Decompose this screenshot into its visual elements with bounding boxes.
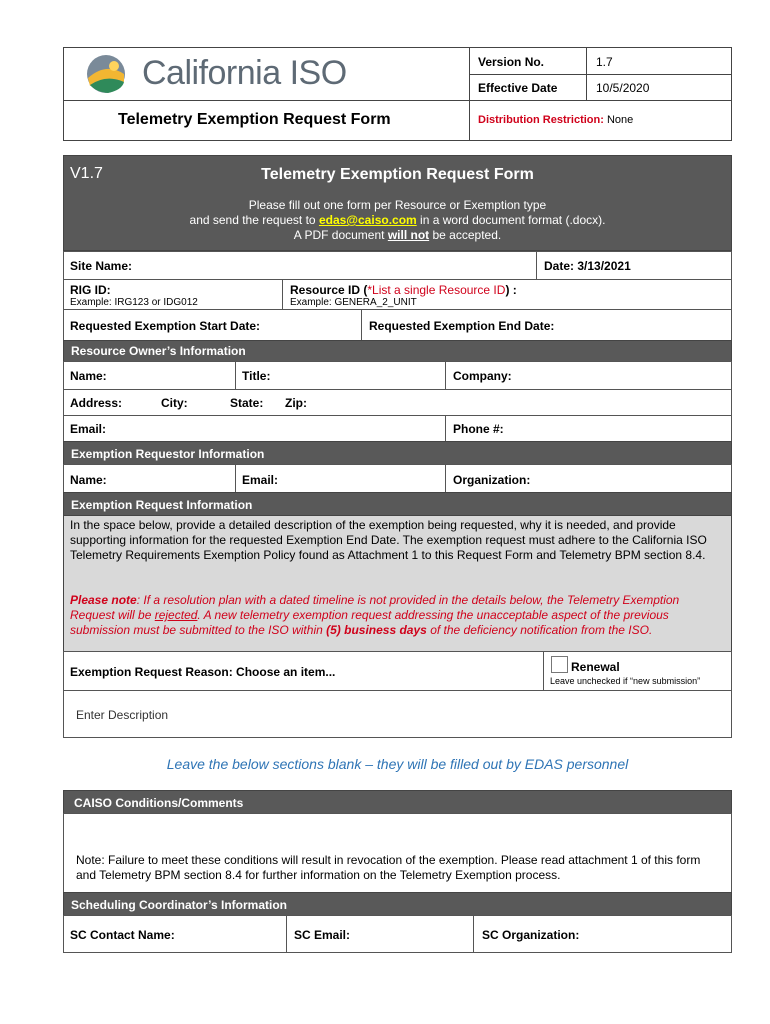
owner-company-label: Company: xyxy=(453,369,512,383)
requestor-section-title-text: Exemption Requestor Information xyxy=(71,447,265,461)
request-note-days: (5) business days xyxy=(326,623,427,637)
caiso-section-title xyxy=(63,790,732,814)
request-note xyxy=(70,593,725,638)
resource-id-note: *List a single Resource ID xyxy=(367,283,506,297)
sc-org-label: SC Organization: xyxy=(482,928,580,942)
end-date-label: Requested Exemption End Date: xyxy=(369,319,555,333)
renewal-checkbox[interactable] xyxy=(551,656,568,673)
caiso-section-title-text: CAISO Conditions/Comments xyxy=(74,796,244,810)
requestor-org-label: Organization: xyxy=(453,473,531,487)
reason-label: Exemption Request Reason: Choose an item... xyxy=(70,665,336,679)
sc-contact-label: SC Contact Name: xyxy=(70,928,175,942)
resource-id-label xyxy=(290,283,517,297)
version-label: Version No. xyxy=(478,55,545,69)
sc-section-title-text: Scheduling Coordinator’s Information xyxy=(71,898,287,912)
owner-section-title-text: Resource Owner’s Information xyxy=(71,344,246,358)
owner-name-label: Name: xyxy=(70,369,107,383)
banner-line3-post: be accepted. xyxy=(432,228,502,242)
renewal-label: Renewal xyxy=(571,660,620,674)
sc-email-label: SC Email: xyxy=(294,928,351,942)
request-section-title-text: Exemption Request Information xyxy=(71,498,253,512)
logo-text: California ISO xyxy=(142,54,347,92)
site-name-label: Site Name: xyxy=(70,259,133,273)
owner-city-label: City: xyxy=(161,396,188,410)
logo xyxy=(84,52,454,98)
edas-note: Leave the below sections blank – they will be filled out by EDAS personnel xyxy=(166,756,629,772)
distribution-label: Distribution Restriction: xyxy=(478,114,604,126)
requestor-email-label: Email: xyxy=(242,473,279,487)
requestor-name-label: Name: xyxy=(70,473,107,487)
requestor-section-title xyxy=(63,441,732,465)
request-note-rejected: rejected xyxy=(154,608,198,622)
banner-line3 xyxy=(63,228,732,242)
header-row-line2 xyxy=(469,100,732,101)
rig-id-label: RIG ID: xyxy=(70,283,111,297)
banner-title: Telemetry Exemption Request Form xyxy=(261,166,534,183)
rig-id-example: Example: IRG123 or IDG012 xyxy=(70,297,198,308)
banner-line3-em: will not xyxy=(387,228,430,242)
start-date-label: Requested Exemption Start Date: xyxy=(70,319,261,333)
distribution-value: None xyxy=(606,114,634,126)
owner-email-label: Email: xyxy=(70,422,107,436)
date-label: Date: xyxy=(544,259,575,273)
caiso-note: Note: Failure to meet these conditions will result in revocation of the exemption. Please read attachment 1 of this form and Telemetry BPM section 8.4 for further information on the Telemetry Exemption process. xyxy=(76,853,701,882)
effective-label: Effective Date xyxy=(478,81,558,95)
banner-line2-post: in a word document format (.docx). xyxy=(420,213,606,227)
renewal-note: Leave unchecked if “new submission” xyxy=(550,676,701,686)
date-value: 3/13/2021 xyxy=(577,259,631,273)
header-row-line xyxy=(469,74,732,75)
header-form-title: Telemetry Exemption Request Form xyxy=(118,111,391,128)
request-instructions: In the space below, provide a detailed description of the exemption being requested, why it is needed, and provide supporting information for the requested Exemption End Date. The exemption request must adhere to the California ISO Telemetry Requirements Exemption Policy found as Attachment 1 to this Request Form and Telemetry BPM section 8.4. xyxy=(70,518,707,562)
owner-state-label: State: xyxy=(230,396,264,410)
owner-address-label: Address: xyxy=(70,396,123,410)
request-note-part1: : If a resolution plan with a dated timeline is not provided in the details below, the Telemetry Exemption Request will be xyxy=(70,593,680,622)
owner-phone-label: Phone #: xyxy=(453,422,504,436)
site-name-field[interactable] xyxy=(63,251,537,280)
banner-line1: Please fill out one form per Resource or Exemption type xyxy=(248,198,547,212)
owner-title-label: Title: xyxy=(242,369,271,383)
owner-section-title xyxy=(63,340,732,362)
distribution xyxy=(478,114,633,126)
banner-line3-pre: A PDF document xyxy=(293,228,385,242)
resource-id-label-text: Resource ID ( xyxy=(290,283,368,297)
version-value: 1.7 xyxy=(596,55,613,69)
logo-sun-icon xyxy=(84,52,128,96)
owner-email-field[interactable] xyxy=(63,415,446,442)
description-placeholder: Enter Description xyxy=(76,708,169,722)
header-divider-h xyxy=(63,100,470,101)
resource-id-close: ) : xyxy=(505,283,517,297)
sc-section-title xyxy=(63,892,732,916)
date-row xyxy=(544,259,631,273)
request-note-label: Please note xyxy=(70,593,137,607)
owner-zip-label: Zip: xyxy=(285,396,307,410)
request-note-part3: of the deficiency notification from the ISO. xyxy=(430,623,653,637)
effective-value: 10/5/2020 xyxy=(596,81,650,95)
banner-line2-pre: and send the request to xyxy=(189,213,316,227)
banner-version: V1.7 xyxy=(70,165,103,182)
header-divider-v xyxy=(469,47,470,141)
request-note-part2: . A new telemetry exemption request addressing the unacceptable aspect of the previous submission must be submitted to the ISO within xyxy=(70,608,669,637)
email-link[interactable]: edas@caiso.com xyxy=(318,213,417,227)
request-section-title xyxy=(63,492,732,516)
resource-id-example: Example: GENERA_2_UNIT xyxy=(290,297,417,308)
banner-line2 xyxy=(63,213,732,227)
